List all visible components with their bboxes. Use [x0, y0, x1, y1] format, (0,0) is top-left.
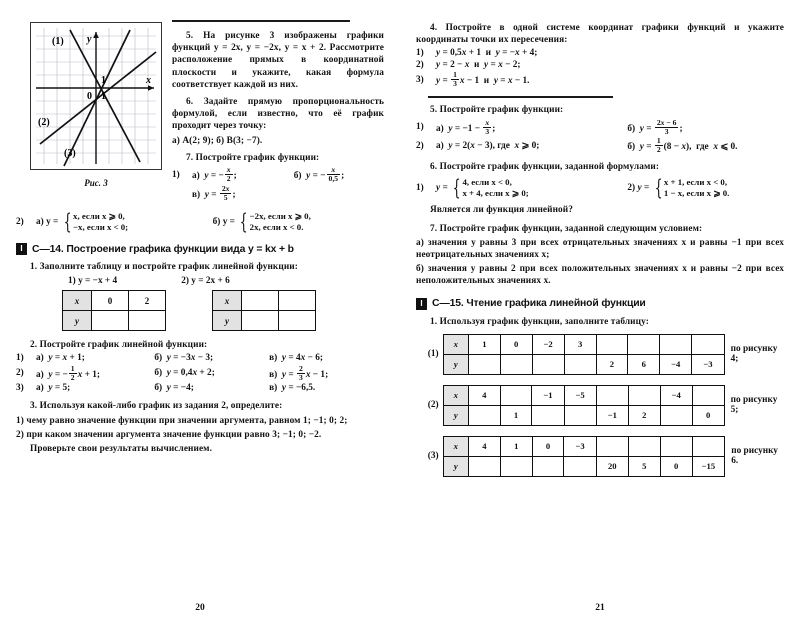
s14-ex2-row-3 [16, 383, 384, 393]
exercise-7-row-1-label: 1) [172, 169, 180, 180]
section-c15 [416, 298, 784, 310]
s14-exercise-2-title: Постройте график линейной функции: [39, 340, 208, 351]
exercise-6-right-item-2-line2: 1 − x, если x ⩾ 0. [663, 188, 730, 199]
table-cell[interactable] [692, 436, 725, 456]
exercise-6-right-item-1-head: y = [436, 183, 448, 194]
exercise-5-left [172, 30, 384, 91]
exercise-6-right-item-2 [627, 177, 729, 199]
exercise-6-right-item-2-line1: x + 1, если x < 0, [663, 177, 728, 188]
table-header-y: y [63, 311, 92, 331]
s14-ex2-row-1-label: 1) [16, 353, 24, 364]
s14-ex2-row-1 [16, 353, 384, 363]
exercise-7-number: 7. [186, 152, 194, 163]
table-row [213, 311, 316, 331]
exercise-6-left [172, 96, 384, 133]
exercise-7-1b: б) y = − $\frac{x}{0,5}$ ; [293, 165, 345, 184]
s14-exercise-1 [16, 261, 384, 273]
table-cell[interactable]: 3 [564, 334, 596, 354]
brace-icon: { [63, 209, 72, 234]
s14-ex2-1a: а) y = x + 1; [36, 353, 85, 364]
s15-exercise-1-text: Используя график функции, заполните таблицу: [439, 316, 649, 327]
exercise-7-1v: в) y = $\frac{2x}{5}$ ; [192, 183, 236, 202]
table-row [443, 334, 724, 354]
s14-ex2-row-3-label: 3) [16, 383, 24, 394]
table-cell[interactable] [596, 385, 628, 405]
figure-tick-y-label: 1 [101, 75, 106, 86]
exercise-7-2b [213, 211, 311, 233]
table-cell[interactable]: −1 [596, 405, 628, 425]
exercise-7-row-2-label: 2) [16, 217, 24, 228]
page-number-right: 21 [595, 603, 605, 613]
table-header-y: y [443, 456, 468, 476]
s15-table-3 [443, 436, 726, 477]
brace-icon: { [654, 175, 663, 200]
exercise-5-right-row-2 [416, 137, 784, 154]
table-row [443, 436, 725, 456]
s14-ex2-2a: а) y = − $\frac{1}{2}$ x + 1; [36, 363, 100, 382]
table-cell[interactable] [468, 354, 500, 374]
table-cell[interactable] [660, 436, 692, 456]
table-header-y: y [213, 311, 242, 331]
section-mark-icon: I [416, 298, 427, 310]
s14-table-1-title: 1) y = −x + 4 [68, 276, 118, 287]
table-cell[interactable] [279, 291, 316, 311]
s14-exercise-3-item-1: 1) чему равно значение функции при значении аргумента, равном 1; −1; 0; 2; [16, 415, 348, 426]
exercise-5-number: 5. [186, 31, 194, 41]
table-cell[interactable] [628, 334, 660, 354]
table-cell[interactable]: −1 [532, 385, 564, 405]
table-cell[interactable]: 0 [532, 436, 564, 456]
table-row [213, 291, 316, 311]
s15-table-2-label: (2) [427, 400, 439, 411]
exercise-6-number: 6. [186, 97, 194, 108]
s14-exercise-2-number: 2. [30, 340, 38, 351]
s15-table-1-note: по рисунку 4; [730, 344, 778, 365]
section-c14-title: С—14. Построение графика функции вида y = kx + b [32, 243, 294, 255]
divider-rule-right [428, 96, 613, 98]
exercise-5-right-title: Постройте график функции: [439, 105, 564, 116]
right-page [400, 0, 800, 625]
table-cell[interactable]: 5 [628, 456, 660, 476]
s14-ex2-3v: в) y = −6,5. [269, 383, 316, 394]
brace-icon: { [239, 209, 248, 234]
exercise-4-item-2 [416, 60, 784, 70]
table-header-x: x [443, 334, 468, 354]
table-cell[interactable]: −5 [564, 385, 596, 405]
table-cell[interactable]: −15 [692, 456, 725, 476]
exercise-6-right-item-1-line2: x + 4, если x ⩾ 0; [462, 188, 529, 199]
s14-table-2-title: 2) y = 2x + 6 [181, 276, 230, 287]
table-cell[interactable] [532, 456, 564, 476]
figure-line-label-3: (3) [64, 148, 76, 159]
exercise-7-2a-head: а) y = [36, 217, 59, 228]
table-cell[interactable]: 2 [628, 405, 660, 425]
exercise-4-item-1-body: y = 0,5x + 1 и y = −x + 4; [436, 48, 538, 59]
table-cell[interactable] [692, 334, 724, 354]
s14-exercise-1-text: Заполните таблицу и постройте график линейной функции: [39, 262, 298, 273]
exercise-5-right-row-2-label: 2) [416, 140, 424, 151]
table-header-x: x [213, 291, 242, 311]
exercise-5-right-row-1 [416, 119, 784, 136]
figure-3 [30, 22, 162, 203]
table-row [443, 456, 725, 476]
exercise-7-heading [172, 152, 384, 164]
exercise-5-right-row-1-label: 1) [416, 122, 424, 133]
table-cell[interactable] [596, 334, 628, 354]
s15-table-row-1 [416, 334, 784, 375]
exercise-6-items: а) A(2; 9); б) B(3; −7). [172, 135, 263, 146]
s14-table-1 [62, 290, 166, 331]
exercise-7-title: Постройте график функции: [195, 152, 320, 163]
table-cell[interactable] [660, 334, 692, 354]
s14-exercise-3-heading [16, 400, 384, 412]
exercise-6-right-item-1-line1: 4, если x < 0, [462, 177, 512, 188]
s14-table-2 [212, 290, 316, 331]
table-cell[interactable] [564, 405, 596, 425]
s15-exercise-1-heading [416, 316, 784, 328]
divider-rule-left [172, 20, 350, 22]
section-c15-title: С—15. Чтение графика линейной функции [432, 298, 646, 310]
table-cell[interactable] [468, 405, 500, 425]
table-row [63, 311, 166, 331]
section-mark-icon: I [16, 243, 27, 255]
s14-ex2-row-2-label: 2) [16, 368, 24, 379]
s14-exercise-2-heading [16, 339, 384, 351]
exercise-5-right-2b: б) y = $\frac{1}{2}$ (8 − x), где x ⩽ 0. [627, 136, 738, 155]
table-row [443, 385, 724, 405]
exercise-4-right [416, 22, 784, 46]
s14-ex2-2v: в) y = $\frac{2}{3}$ x − 1; [269, 363, 329, 382]
s15-exercise-1-number: 1. [430, 316, 438, 327]
coordinate-plane-graph [30, 22, 162, 170]
exercise-4-item-3-body: y = $\frac{1}{3}$ x − 1 и y = x − 1. [436, 70, 530, 89]
table-cell[interactable] [532, 405, 564, 425]
exercise-4-item-1 [416, 48, 784, 58]
table-cell[interactable] [628, 436, 660, 456]
exercise-6-right-heading [416, 161, 784, 173]
table-cell[interactable] [692, 385, 724, 405]
s14-exercise-3-item-3: Проверьте свои результаты вычислением. [30, 444, 213, 455]
s14-ex2-row-2 [16, 365, 384, 382]
table-cell[interactable]: −3 [692, 354, 724, 374]
table-cell[interactable]: 4 [468, 385, 500, 405]
table-cell[interactable]: 0 [500, 334, 532, 354]
exercise-7-right-text: Постройте график функции, заданной следующим условием: [439, 223, 703, 234]
s15-table-2 [443, 385, 725, 426]
exercise-6-right-item-1-label: 1) [416, 183, 424, 194]
s14-ex2-3a: а) y = 5; [36, 383, 71, 394]
table-cell[interactable]: 4 [469, 436, 501, 456]
table-cell[interactable] [532, 354, 564, 374]
figure-tick-x-label: 1 [101, 91, 106, 102]
exercise-7-2b-line1: −2x, если x ⩾ 0, [249, 211, 311, 222]
table-cell[interactable] [500, 456, 532, 476]
figure-origin-label: 0 [87, 91, 92, 102]
s14-exercise-1-number: 1. [30, 262, 38, 273]
exercise-4-item-1-label: 1) [416, 48, 424, 59]
exercise-4-item-2-label: 2) [416, 59, 424, 70]
s14-ex2-3b: б) y = −4; [154, 383, 194, 394]
table-cell[interactable] [628, 385, 660, 405]
exercise-6-right-item-2-head: y = [637, 183, 650, 194]
exercise-4-text: Постройте в одной системе координат графики функций и укажите координаты точки их пересечения: [416, 23, 784, 46]
exercise-7-right-a: а) значения y равны 3 при всех отрицательных значениях x и равны −1 при всех неотрицательных значениях x; [416, 237, 784, 260]
exercise-7-2a [36, 211, 213, 233]
exercise-6-right-title: Постройте график функции, заданной формулами: [439, 162, 660, 173]
exercise-7-row-2 [16, 211, 384, 233]
s14-ex2-2b: б) y = 0,4x + 2; [154, 368, 215, 379]
exercise-7-right-number: 7. [430, 223, 438, 234]
exercise-4-item-3-label: 3) [416, 74, 424, 85]
exercise-7-2a-line2: −x, если x < 0; [73, 222, 129, 233]
figure-axis-y-label: y [87, 34, 92, 45]
table-cell[interactable] [242, 311, 279, 331]
exercise-5-right-number: 5. [430, 105, 438, 116]
table-cell[interactable]: 2 [129, 291, 166, 311]
s15-table-2-note: по рисунку 5; [730, 395, 778, 416]
exercise-6-right-item-2-label: 2) [627, 183, 636, 194]
exercise-5-right-heading [416, 104, 784, 116]
table-row [443, 405, 724, 425]
table-cell[interactable] [242, 291, 279, 311]
exercise-4-item-3 [416, 71, 784, 88]
table-cell[interactable]: 0 [660, 456, 692, 476]
table-cell[interactable]: 2 [596, 354, 628, 374]
table-cell[interactable]: 20 [596, 456, 628, 476]
exercise-7-right-heading [416, 223, 784, 235]
table-cell[interactable] [596, 436, 628, 456]
exercise-6-right-question: Является ли функция линейной? [430, 205, 573, 216]
table-header-x: x [63, 291, 92, 311]
table-header-x: x [443, 385, 468, 405]
table-cell[interactable]: 1 [500, 405, 532, 425]
exercise-5-right-2a: а) y = 2(x − 3), где x ⩾ 0; [436, 141, 540, 152]
brace-icon: { [452, 175, 461, 200]
exercise-4-number: 4. [430, 23, 438, 33]
table-cell[interactable] [564, 354, 596, 374]
table-cell[interactable]: −4 [660, 354, 692, 374]
exercise-5-right-1a: а) y = −1 − $\frac{x}{3}$ ; [436, 117, 496, 136]
figure-axis-x-label: x [146, 75, 151, 86]
exercise-5-text: На рисунке 3 изображены графики функций y = 2x, y = −2x, y = x + 2. Рассмотрите расположение прямых в координатной плоскости и укажите, какая формула соответствует каждой из них. [172, 31, 384, 90]
table-cell[interactable] [469, 456, 501, 476]
figure-line-label-2: (2) [38, 117, 50, 128]
exercise-7-2b-head: б) y = [212, 217, 235, 228]
s15-table-1-label: (1) [427, 349, 439, 360]
s14-ex2-1b: б) y = −3x − 3; [154, 353, 214, 364]
table-cell[interactable]: 1 [468, 334, 500, 354]
table-cell[interactable] [500, 385, 532, 405]
exercise-6-text: Задайте прямую пропорциональность формулой, если известно, что её график проходит через точку: [172, 97, 384, 132]
exercise-6-right-systems [416, 177, 784, 199]
s14-exercise-3-text: Используя какой-либо график из задания 2, определите: [39, 401, 283, 412]
table-cell[interactable] [92, 311, 129, 331]
exercise-7-1a: а) y = − $\frac{x}{2}$ ; [192, 165, 237, 184]
exercise-7-right-b: б) значения y равны 2 при всех положительных значениях x и равны −2 при всех неположительных значениях x. [416, 264, 784, 287]
exercise-7-row-1c [172, 185, 384, 202]
table-cell[interactable]: −2 [532, 334, 564, 354]
table-row [443, 354, 724, 374]
s15-table-row-3 [416, 436, 784, 477]
table-row [63, 291, 166, 311]
s15-table-3-label: (3) [427, 451, 439, 462]
table-cell[interactable] [129, 311, 166, 331]
exercise-6-right-item-1 [436, 177, 627, 199]
table-cell[interactable]: 0 [692, 405, 724, 425]
figure-caption: Рис. 3 [84, 178, 108, 188]
table-cell[interactable]: −4 [660, 385, 692, 405]
page-number-left: 20 [195, 603, 205, 613]
table-header-x: x [443, 436, 468, 456]
table-cell[interactable]: −3 [564, 436, 596, 456]
s15-table-3-note: по рисунку 6. [731, 446, 778, 467]
s15-table-row-2 [416, 385, 784, 426]
table-cell[interactable]: 1 [500, 436, 532, 456]
table-cell[interactable] [279, 311, 316, 331]
table-cell[interactable]: 6 [628, 354, 660, 374]
table-header-y: y [443, 354, 468, 374]
exercise-7-2b-line2: 2x, если x < 0. [249, 222, 304, 233]
s14-exercise-3-item-2: 2) при каком значении аргумента значение функции равно 3; −1; 0; −2. [16, 429, 322, 440]
table-cell[interactable] [564, 456, 596, 476]
s15-table-1 [443, 334, 725, 375]
s14-exercise-3-number: 3. [30, 401, 38, 412]
figure-line-label-1: (1) [52, 36, 64, 47]
exercise-7-2a-line1: x, если x ⩾ 0, [73, 211, 125, 222]
section-c14 [16, 243, 384, 255]
s14-ex2-1v: в) y = 4x − 6; [269, 353, 324, 364]
exercise-5-right-1b: б) y = $\frac{2x - 6}{3}$ ; [627, 117, 683, 136]
exercise-4-item-2-body: y = 2 − x и y = x − 2; [436, 59, 521, 70]
table-header-y: y [443, 405, 468, 425]
exercise-7-row-1 [172, 166, 384, 183]
table-cell[interactable]: 0 [92, 291, 129, 311]
table-cell[interactable] [660, 405, 692, 425]
exercise-6-right-number: 6. [430, 162, 438, 173]
table-cell[interactable] [500, 354, 532, 374]
